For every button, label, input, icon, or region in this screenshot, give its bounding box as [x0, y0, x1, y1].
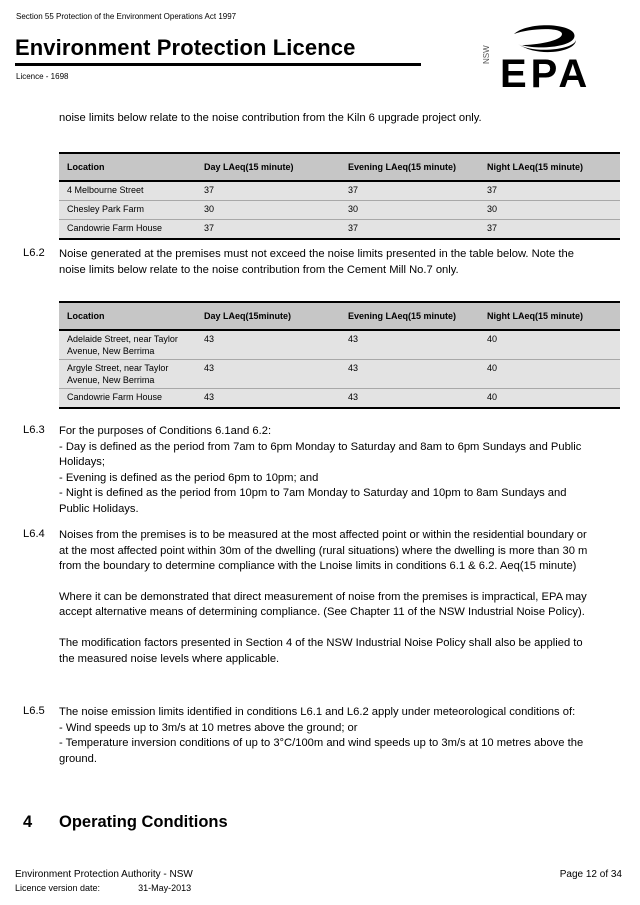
cell-evening: 43: [340, 330, 479, 360]
l65-line: - Wind speeds up to 3m/s at 10 metres above the ground; or: [59, 721, 358, 734]
cell-night: 40: [479, 389, 620, 409]
title-rule: [15, 63, 421, 66]
page-title: Environment Protection Licence: [15, 35, 356, 60]
l63-line: - Night is defined as the period from 10pm to 7am Monday to Saturday and 10pm to 8am Sundays and Public Holidays.: [59, 487, 567, 515]
table-row: [59, 360, 620, 389]
cell-day: 37: [196, 181, 340, 201]
cell-location: 4 Melbourne Street: [59, 181, 196, 201]
l63-line: - Evening is defined as the period 6pm to 10pm; and: [59, 471, 319, 484]
footer-version-date: 31-May-2013: [138, 883, 192, 893]
table-row: [59, 389, 620, 409]
licence-number: Licence - 1698: [16, 72, 69, 81]
l65-line: - Temperature inversion conditions of up to 3°C/100m and wind speeds up to 3m/s at 10 metres above the ground.: [59, 737, 584, 765]
cell-location: Argyle Street, near Taylor Avenue, New Berrima: [59, 360, 196, 389]
l64-paragraph-3: The modification factors presented in Section 4 of the NSW Industrial Noise Policy shall also be applied to the measured noise levels where applicable.: [59, 636, 583, 665]
col-header-evening: Evening LAeq(15 minute): [340, 302, 479, 330]
cell-location: Candowrie Farm House: [59, 220, 196, 240]
table-header-row: [59, 302, 620, 330]
section-number: 4: [23, 813, 33, 831]
condition-number-l62: L6.2: [23, 247, 45, 259]
cell-night: 37: [479, 181, 620, 201]
col-header-night: Night LAeq(15 minute): [479, 153, 620, 181]
cell-day: 37: [196, 220, 340, 240]
cell-evening: 37: [340, 181, 479, 201]
condition-number-l63: L6.3: [23, 424, 45, 436]
cell-evening: 37: [340, 220, 479, 240]
table-row: [59, 181, 620, 201]
cell-location: Candowrie Farm House: [59, 389, 196, 409]
table-header-row: [59, 153, 620, 181]
table-row: [59, 330, 620, 360]
condition-number-l65: L6.5: [23, 705, 45, 717]
epa-logo: [478, 22, 608, 102]
intro-text: noise limits below relate to the noise contribution from the Kiln 6 upgrade project only.: [59, 112, 482, 124]
cell-night: 40: [479, 330, 620, 360]
act-reference: Section 55 Protection of the Environment Operations Act 1997: [16, 12, 237, 21]
condition-text-l63: [59, 424, 599, 518]
cell-night: 40: [479, 360, 620, 389]
footer-version-label: Licence version date:: [15, 883, 101, 893]
l63-line: - Day is defined as the period from 7am to 6pm Monday to Saturday and 8am to 6pm Sundays and Public Holidays;: [59, 440, 582, 469]
table-row: [59, 220, 620, 240]
cell-night: 30: [479, 201, 620, 220]
cell-evening: 43: [340, 360, 479, 389]
l65-line: The noise emission limits identified in conditions L6.1 and L6.2 apply under meteorological conditions of:: [59, 706, 576, 718]
cell-evening: 30: [340, 201, 479, 220]
cell-day: 30: [196, 201, 340, 220]
noise-limits-table-kiln6: [59, 152, 620, 240]
cell-day: 43: [196, 360, 340, 389]
l64-paragraph-2: Where it can be demonstrated that direct measurement of noise from the premises is impractical, EPA may accept alternative means of determining compliance. (See Chapter 11 of the NSW Industrial Noise Policy).: [59, 590, 587, 619]
l63-line: For the purposes of Conditions 6.1and 6.2:: [59, 425, 272, 437]
logo-wordmark: EPA: [500, 52, 592, 96]
cell-evening: 43: [340, 389, 479, 409]
cell-location: Chesley Park Farm: [59, 201, 196, 220]
col-header-location: Location: [59, 302, 196, 330]
col-header-day: Day LAeq(15 minute): [196, 153, 340, 181]
condition-text-l65: [59, 705, 599, 767]
col-header-night: Night LAeq(15 minute): [479, 302, 620, 330]
l64-paragraph-1: Noises from the premises is to be measured at the most affected point or within the residential boundary or at the most affected point within 30m of the dwelling (rural situations) where the dwelling is more than 30 m from the boundary to determine compliance with the Lnoise limits in conditions 6.1 & 6.2. Aeq(15 minute): [59, 529, 588, 573]
condition-number-l64: L6.4: [23, 528, 45, 540]
col-header-location: Location: [59, 153, 196, 181]
l62-text: Noise generated at the premises must not exceed the noise limits presented in the table below. Note the noise limits below relate to the noise contribution from the Cement Mill No.7 only.: [59, 248, 574, 276]
cell-location: Adelaide Street, near Taylor Avenue, New Berrima: [59, 330, 196, 360]
section-title: Operating Conditions: [59, 813, 228, 831]
noise-limits-table-cement-mill: [59, 301, 620, 409]
condition-text-l64: [59, 528, 599, 667]
cell-day: 43: [196, 389, 340, 409]
condition-text-l62: [59, 247, 599, 278]
col-header-day: Day LAeq(15minute): [196, 302, 340, 330]
page-number: Page 12 of 34: [559, 869, 622, 880]
footer-version: [15, 883, 191, 893]
cell-day: 43: [196, 330, 340, 360]
cell-night: 37: [479, 220, 620, 240]
col-header-evening: Evening LAeq(15 minute): [340, 153, 479, 181]
table-row: [59, 201, 620, 220]
logo-state: NSW: [482, 45, 491, 64]
footer-authority: Environment Protection Authority - NSW: [15, 869, 193, 880]
